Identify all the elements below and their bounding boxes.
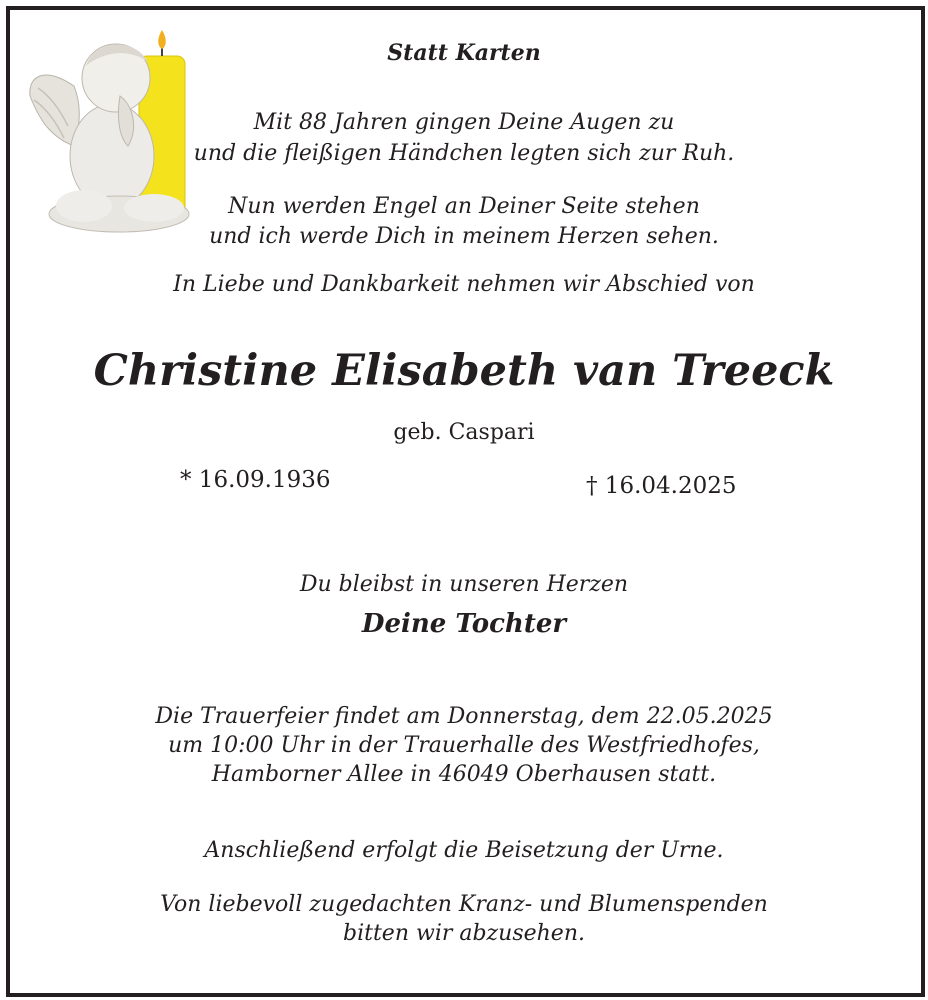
closing-text: Du bleibst in unseren Herzen (299, 572, 629, 597)
birth-date: * 16.09.1936 (180, 467, 331, 493)
service-line: Hamborner Allee in 46049 Oberhausen statt. (211, 762, 717, 787)
maiden-name: geb. Caspari (393, 420, 535, 445)
flowers-line: Von liebevoll zugedachten Kranz- und Blumenspenden (160, 892, 768, 917)
poem-line: und ich werde Dich in meinem Herzen sehen. (209, 224, 719, 249)
service-line: um 10:00 Uhr in der Trauerhalle des Westfriedhofes, (168, 733, 760, 758)
deceased-name: Christine Elisabeth van Treeck (93, 346, 835, 396)
intro-text: In Liebe und Dankbarkeit nehmen wir Abschied von (173, 272, 755, 297)
death-date: † 16.04.2025 (586, 473, 737, 499)
flowers-line: bitten wir abzusehen. (343, 921, 585, 946)
poem-line: und die fleißigen Händchen legten sich zur Ruh. (193, 141, 735, 166)
poem-line: Mit 88 Jahren gingen Deine Augen zu (253, 110, 675, 135)
header-title: Statt Karten (387, 40, 541, 66)
poem-line: Nun werden Engel an Deiner Seite stehen (228, 194, 700, 219)
signature: Deine Tochter (361, 609, 567, 639)
service-line: Die Trauerfeier findet am Donnerstag, dem 22.05.2025 (155, 704, 773, 729)
burial-text: Anschließend erfolgt die Beisetzung der Urne. (204, 838, 724, 863)
